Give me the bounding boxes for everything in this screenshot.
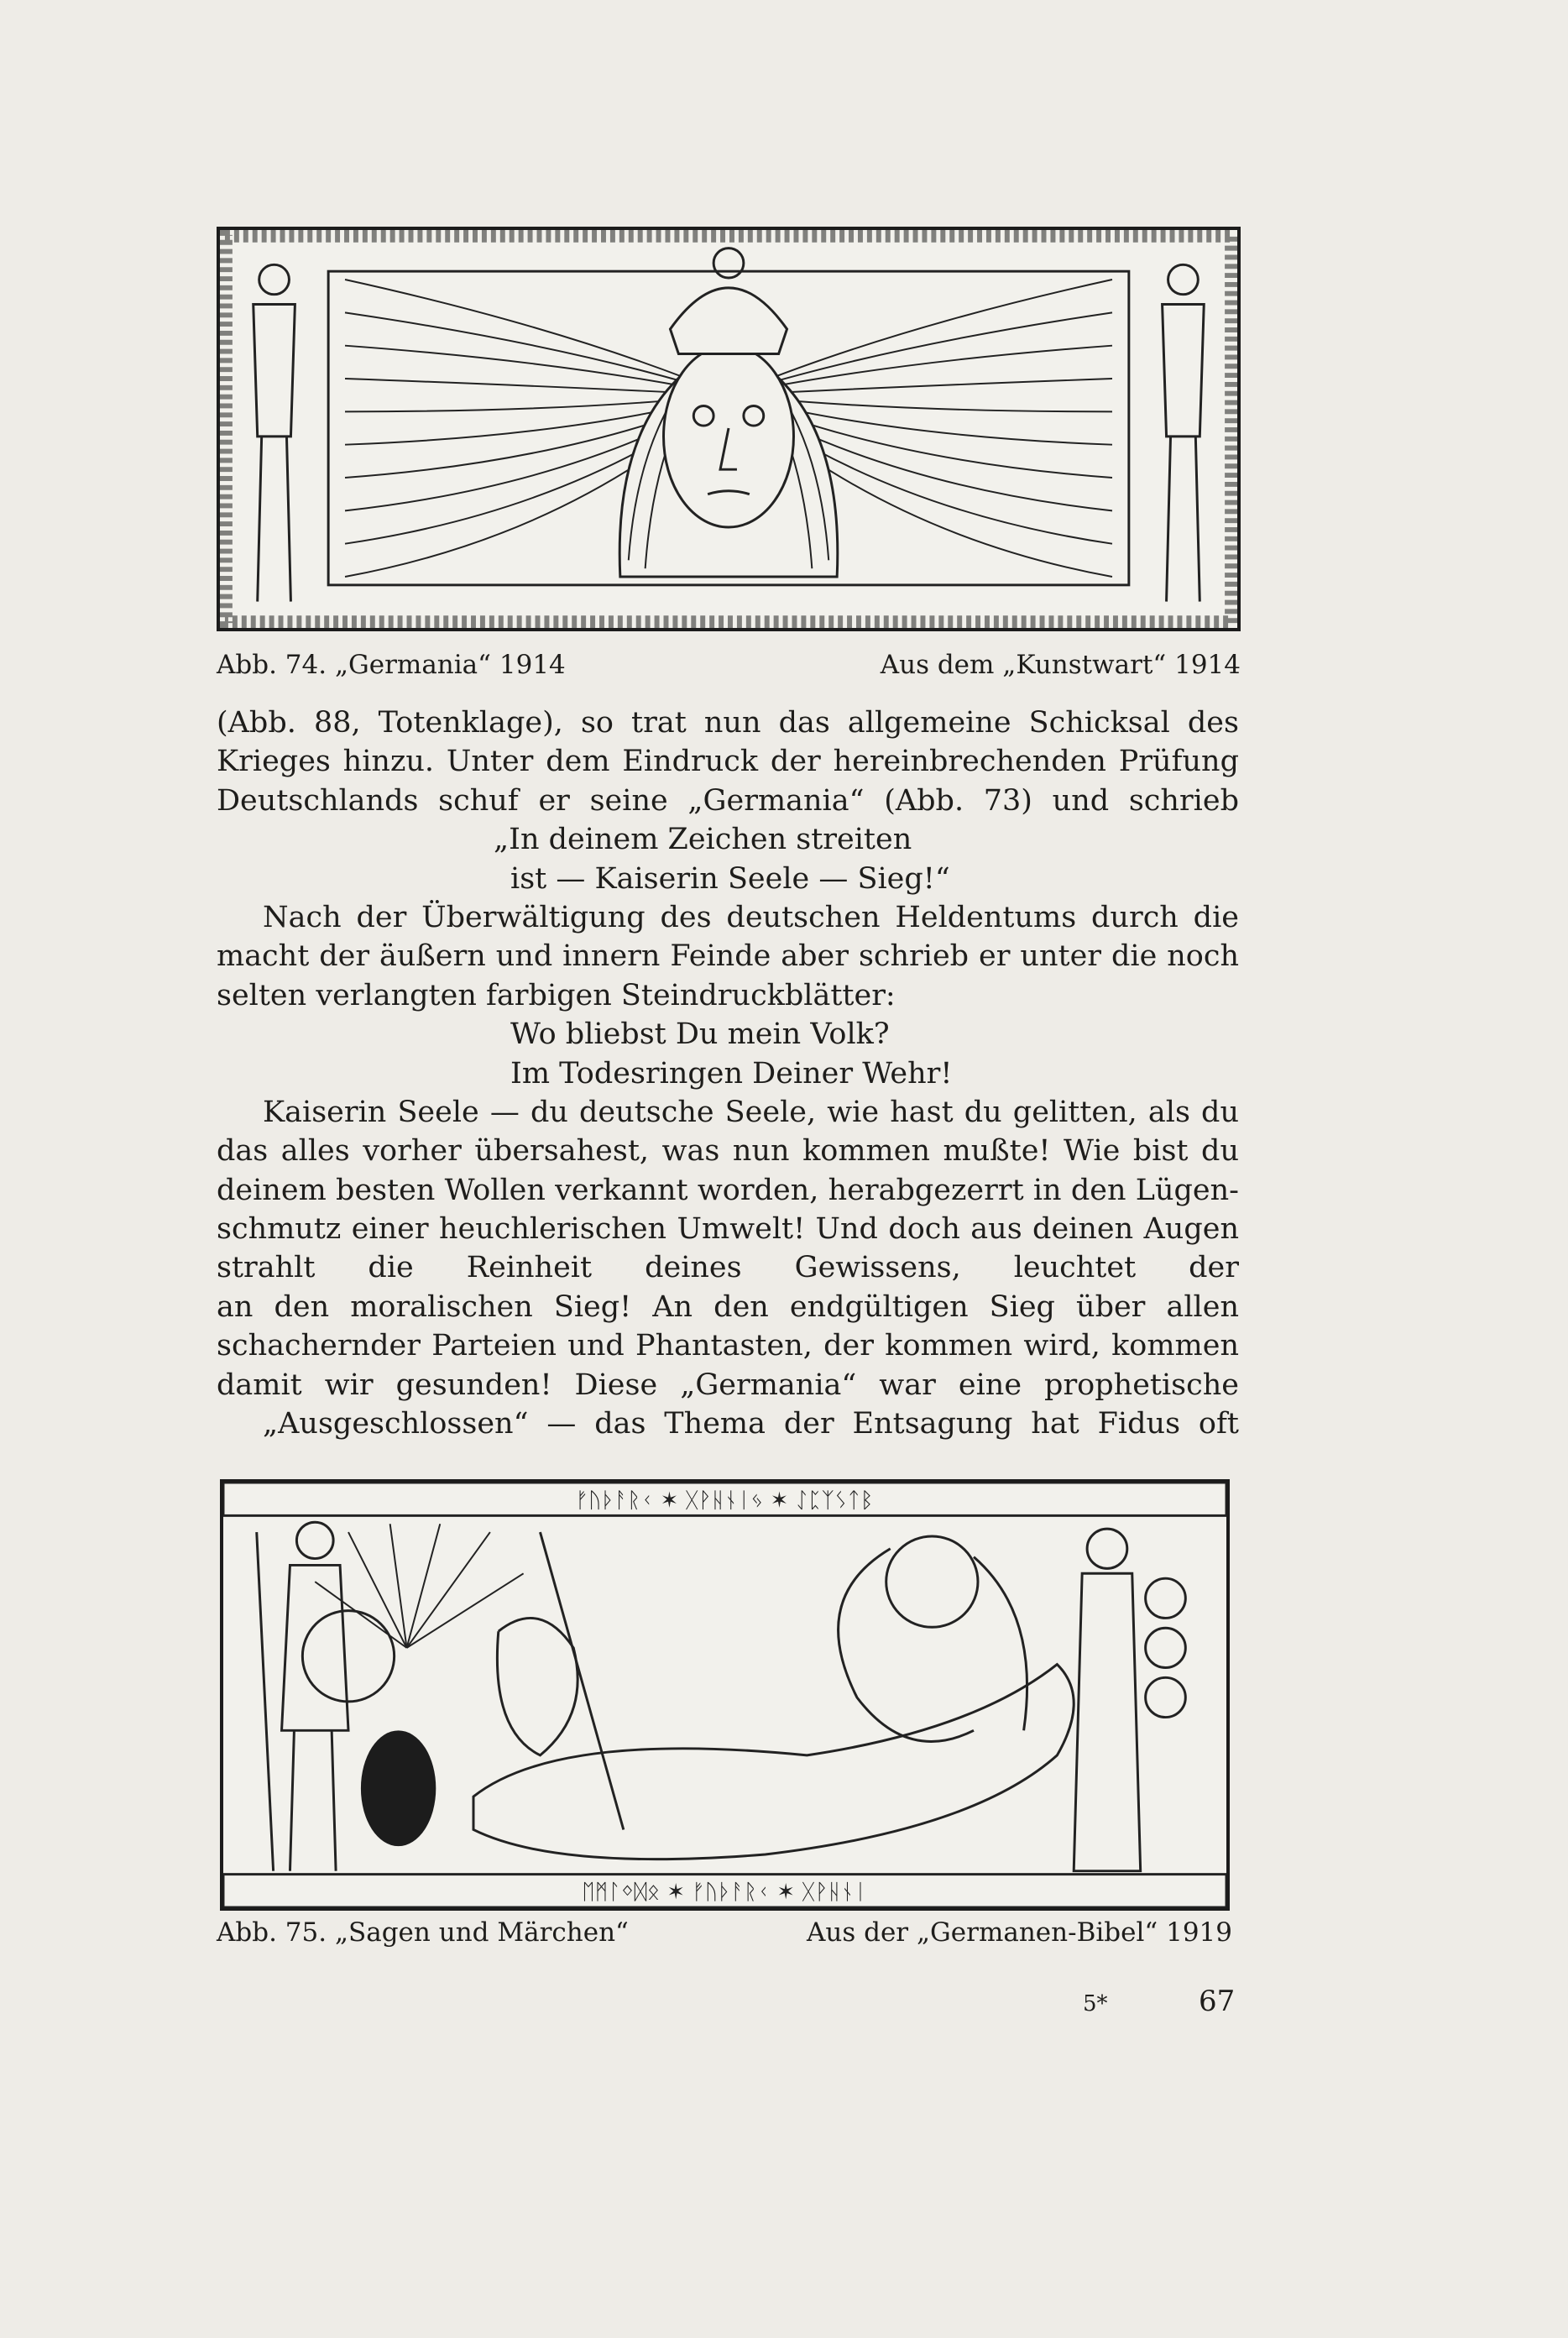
verse-line: „In deinem Zeichen streiten [494, 823, 912, 857]
text-line: schachernder Parteien und Phantasten, der kommen wird, kommen [217, 1329, 1239, 1363]
verse-line: Wo bliebst Du mein Volk? [510, 1017, 890, 1052]
signature-mark: 5* [1083, 1991, 1108, 2016]
text-line: Kaiserin Seele — du deutsche Seele, wie hast du gelitten, als du [263, 1095, 1239, 1129]
sagen-und-maerchen-illustration [220, 1479, 1230, 1911]
verse-line: Im Todesringen Deiner Wehr! [510, 1056, 953, 1091]
text-line: selten verlangten farbigen Steindruckblätter: [217, 978, 896, 1012]
text-line: (Abb. 88, Totenklage), so trat nun das allgemeine Schicksal des [217, 706, 1239, 740]
runes-bottom: ᛖᛗᛚᛜᛞᛟ ✶ ᚠᚢᚦᚨᚱᚲ ✶ ᚷᚹᚺᚾᛁ [582, 1880, 867, 1906]
text-line: strahlt die Reinheit deines Gewissens, leuchtet der [217, 1251, 1239, 1285]
figure-75-caption-source: Aus der „Germanen-Bibel“ 1919 [807, 1917, 1232, 1948]
text-line: „Ausgeschlossen“ — das Thema der Entsagung hat Fidus oft [263, 1407, 1239, 1441]
figure-75-caption-title: Abb. 75. „Sagen und Märchen“ [217, 1917, 629, 1948]
text-line: damit wir gesunden! Diese „Germania“ war eine prophetische [217, 1368, 1239, 1402]
runes-top: ᚠᚢᚦᚨᚱᚲ ✶ ᚷᚹᚺᚾᛁᛃ ✶ ᛇᛈᛉᛊᛏᛒ [575, 1488, 874, 1514]
body-text [217, 703, 1239, 1443]
text-line: schmutz einer heuchlerischen Umwelt! Und doch aus deinen Augen [217, 1212, 1239, 1247]
page-number: 67 [1199, 1985, 1236, 2018]
figure-75-caption [217, 1916, 1232, 1949]
text-line: Nach der Überwältigung des deutschen Heldentums durch die [263, 900, 1239, 934]
text-line: das alles vorher übersahest, was nun kommen mußte! Wie bist du [217, 1134, 1239, 1169]
text-line: an den moralischen Sieg! An den endgültigen Sieg über allen [217, 1289, 1239, 1324]
figure-74-caption-source: Aus dem „Kunstwart“ 1914 [880, 650, 1241, 680]
figure-74-caption-title: Abb. 74. „Germania“ 1914 [217, 650, 566, 680]
germania-illustration [217, 227, 1241, 631]
text-line: deinem besten Wollen verkannt worden, herabgezerrt in den Lügen- [217, 1173, 1239, 1207]
sagen-drawing [223, 1483, 1226, 1907]
text-line: Deutschlands schuf er seine „Germania“ (Abb. 73) und schrieb [217, 783, 1239, 818]
figure-74-caption [217, 648, 1241, 682]
text-line: macht der äußern und innern Feinde aber schrieb er unter die noch [217, 939, 1239, 974]
text-line: Krieges hinzu. Unter dem Eindruck der hereinbrechenden Prüfung [217, 745, 1239, 779]
germania-drawing [220, 230, 1237, 628]
verse-line: ist — Kaiserin Seele — Sieg!“ [510, 861, 950, 896]
